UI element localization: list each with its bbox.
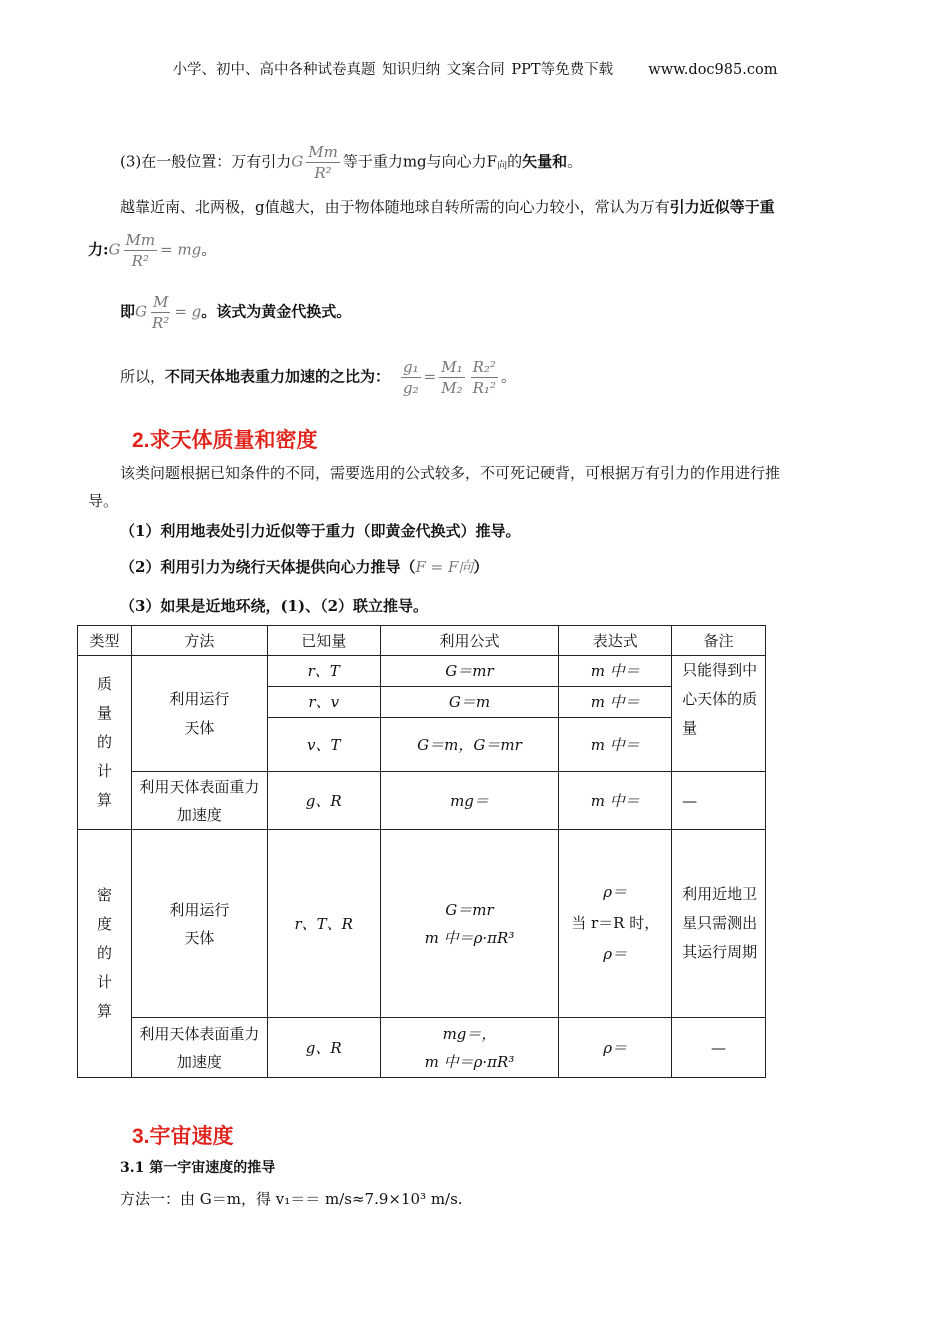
- gvalue-text: 越靠近南、北两极，g值越大，由于物体随地球自转所需的向心力较小，常认为万有: [120, 198, 670, 216]
- method-orbit: 利用运行天体: [131, 830, 267, 1018]
- formula-G: G: [135, 302, 147, 321]
- para3-prefix: (3)在一般位置：万有引力: [120, 152, 292, 171]
- table-cell-formula: [380, 718, 559, 772]
- frac-num: M₁: [441, 358, 463, 376]
- formula-G: G: [291, 152, 304, 171]
- section-3-title: 3.宇宙速度: [132, 1125, 234, 1148]
- para-gvalue-line2: [88, 230, 216, 271]
- known-value: g、R: [305, 791, 342, 810]
- expr-condition: 当 r＝R 时，: [571, 914, 660, 932]
- table-row: [78, 656, 766, 687]
- golden-bold: 。该式为黄金代换式。: [201, 302, 352, 321]
- frac-den: R²: [152, 314, 170, 332]
- table-cell-formula: [380, 830, 559, 1018]
- formula-eq-g: = g: [174, 302, 202, 321]
- point-1: （1）利用地表处引力近似等于重力（即黄金代换式）推导。: [120, 522, 521, 540]
- ratio-prefix: 所以，: [120, 367, 166, 386]
- para3-end: 。: [567, 152, 583, 171]
- table-cell-known: [267, 656, 380, 687]
- mass-density-table: [77, 625, 766, 1078]
- para-gvalue-line1: [120, 196, 775, 218]
- formula-value: mg＝: [450, 791, 489, 810]
- table-header: 备注: [672, 626, 766, 656]
- formula-F-eq: F = F向: [415, 558, 474, 576]
- gvalue-bold: 引力近似等于重: [669, 198, 775, 216]
- fraction-R2-R1: [471, 357, 498, 398]
- expr-value: m 中＝: [590, 662, 640, 680]
- intro-line2: 导。: [88, 492, 119, 510]
- formula-value: m 中＝ρ·πR³: [424, 1052, 515, 1071]
- mass-note-dash: —: [672, 772, 766, 830]
- gvalue-end: 。: [201, 240, 217, 259]
- table-cell-known: [267, 1018, 380, 1078]
- frac-num: g₁: [403, 358, 419, 376]
- formula-value: G＝m: [448, 693, 491, 711]
- table-row: [78, 1018, 766, 1078]
- frac-num: Mm: [125, 231, 156, 249]
- table-cell-expr: [559, 830, 672, 1018]
- formula-value: G＝mr: [445, 900, 494, 919]
- expr-value: ρ＝: [603, 883, 628, 901]
- para-general-position: [120, 142, 582, 183]
- page-header: [0, 58, 950, 79]
- fraction-g1-g2: [401, 357, 421, 398]
- expr-value: m 中＝: [590, 693, 640, 711]
- formula-G: G: [108, 240, 121, 259]
- known-value: r、T: [307, 662, 340, 680]
- formula-value: G＝mr: [445, 662, 494, 680]
- formula-eq: =: [423, 367, 437, 386]
- golden-prefix: 即: [120, 302, 136, 321]
- density-note-dash: —: [672, 1018, 766, 1078]
- formula-value: mg＝，: [442, 1024, 497, 1043]
- ratio-bold: 不同天体地表重力加速的之比为：: [165, 367, 391, 386]
- table-header: 表达式: [559, 626, 672, 656]
- method-one-text: 方法一：由 G＝m，得 v₁＝＝ m/s≈7.9×10³ m/s.: [120, 1190, 463, 1208]
- expr-value: ρ＝: [603, 1038, 628, 1057]
- mass-type-label: 质量的计算: [78, 656, 132, 830]
- para3-bold: 矢量和: [522, 152, 568, 171]
- expr-value: ρ＝: [603, 945, 628, 963]
- gvalue-line2-bold: 力:: [88, 240, 109, 259]
- expr-value: m 中＝: [590, 735, 640, 754]
- section-2-title: 2.求天体质量和密度: [132, 429, 318, 452]
- ratio-end: 。: [500, 367, 516, 386]
- header-url[interactable]: www.doc985.com: [648, 62, 778, 78]
- fraction-Mm-R2: [306, 142, 340, 183]
- table-row: [78, 772, 766, 830]
- table-cell-expr: [559, 687, 672, 718]
- frac-den: R²: [131, 252, 149, 270]
- para3-sub: 向: [497, 160, 508, 172]
- mass-note: 只能得到中心天体的质量: [672, 656, 766, 772]
- known-value: r、v: [308, 693, 340, 711]
- frac-den: M₂: [441, 379, 463, 397]
- table-cell-expr: [559, 656, 672, 687]
- para-golden: [120, 292, 351, 333]
- table-header: 利用公式: [380, 626, 559, 656]
- table-header: 已知量: [267, 626, 380, 656]
- table-header-row: [78, 626, 766, 656]
- method-surface: 利用天体表面重力加速度: [131, 772, 267, 830]
- density-note: 利用近地卫星只需测出其运行周期: [672, 830, 766, 1018]
- para3-middle: 等于重力mg与向心力F: [342, 152, 498, 171]
- frac-den: R₁²: [472, 379, 496, 397]
- table-row: [78, 830, 766, 1018]
- fraction-M-R2: [150, 292, 171, 333]
- table-cell-formula: [380, 1018, 559, 1078]
- table-cell-known: [267, 772, 380, 830]
- point-2: [120, 556, 488, 578]
- expr-value: m 中＝: [590, 791, 640, 810]
- table-cell-expr: [559, 718, 672, 772]
- known-value: g、R: [305, 1038, 342, 1057]
- fraction-Mm-R2: [124, 230, 158, 271]
- frac-num: M: [152, 293, 169, 311]
- formula-value: m 中＝ρ·πR³: [424, 928, 515, 947]
- method-surface: 利用天体表面重力加速度: [131, 1018, 267, 1078]
- frac-num: Mm: [308, 143, 338, 161]
- table-cell-known: [267, 718, 380, 772]
- table-cell-formula: [380, 656, 559, 687]
- known-value: v、T: [307, 735, 341, 754]
- table-cell-known: [267, 830, 380, 1018]
- para3-of: 的: [507, 152, 523, 171]
- table-cell-expr: [559, 772, 672, 830]
- table-header: 类型: [78, 626, 132, 656]
- table-cell-formula: [380, 687, 559, 718]
- formula-value: G＝m，G＝mr: [417, 735, 522, 754]
- table-cell-formula: [380, 772, 559, 830]
- table-cell-known: [267, 687, 380, 718]
- frac-num: R₂²: [472, 358, 496, 376]
- frac-den: g₂: [403, 379, 419, 397]
- point-2-end: ）: [473, 558, 489, 576]
- table-cell-expr: [559, 1018, 672, 1078]
- formula-eq-mg: = mg: [160, 240, 202, 259]
- density-type-label: 密度的计算: [78, 830, 132, 1078]
- method-orbit: 利用运行天体: [131, 656, 267, 772]
- header-text: 小学、初中、高中各种试卷真题 知识归纳 文案合同 PPT等免费下载: [172, 62, 614, 78]
- table-header: 方法: [131, 626, 267, 656]
- point-3: （3）如果是近地环绕，(1)、（2）联立推导。: [120, 597, 429, 615]
- point-2-text: （2）利用引力为绕行天体提供向心力推导（: [120, 558, 416, 576]
- para-ratio: [120, 357, 516, 398]
- subsection-3-1-title: 3.1 第一宇宙速度的推导: [120, 1160, 276, 1176]
- intro-line1: 该类问题根据已知条件的不同，需要选用的公式较多，不可死记硬背，可根据万有引力的作用进行推: [120, 464, 781, 482]
- known-value: r、T、R: [294, 914, 353, 933]
- frac-den: R²: [314, 164, 332, 182]
- fraction-M1-M2: [439, 357, 464, 398]
